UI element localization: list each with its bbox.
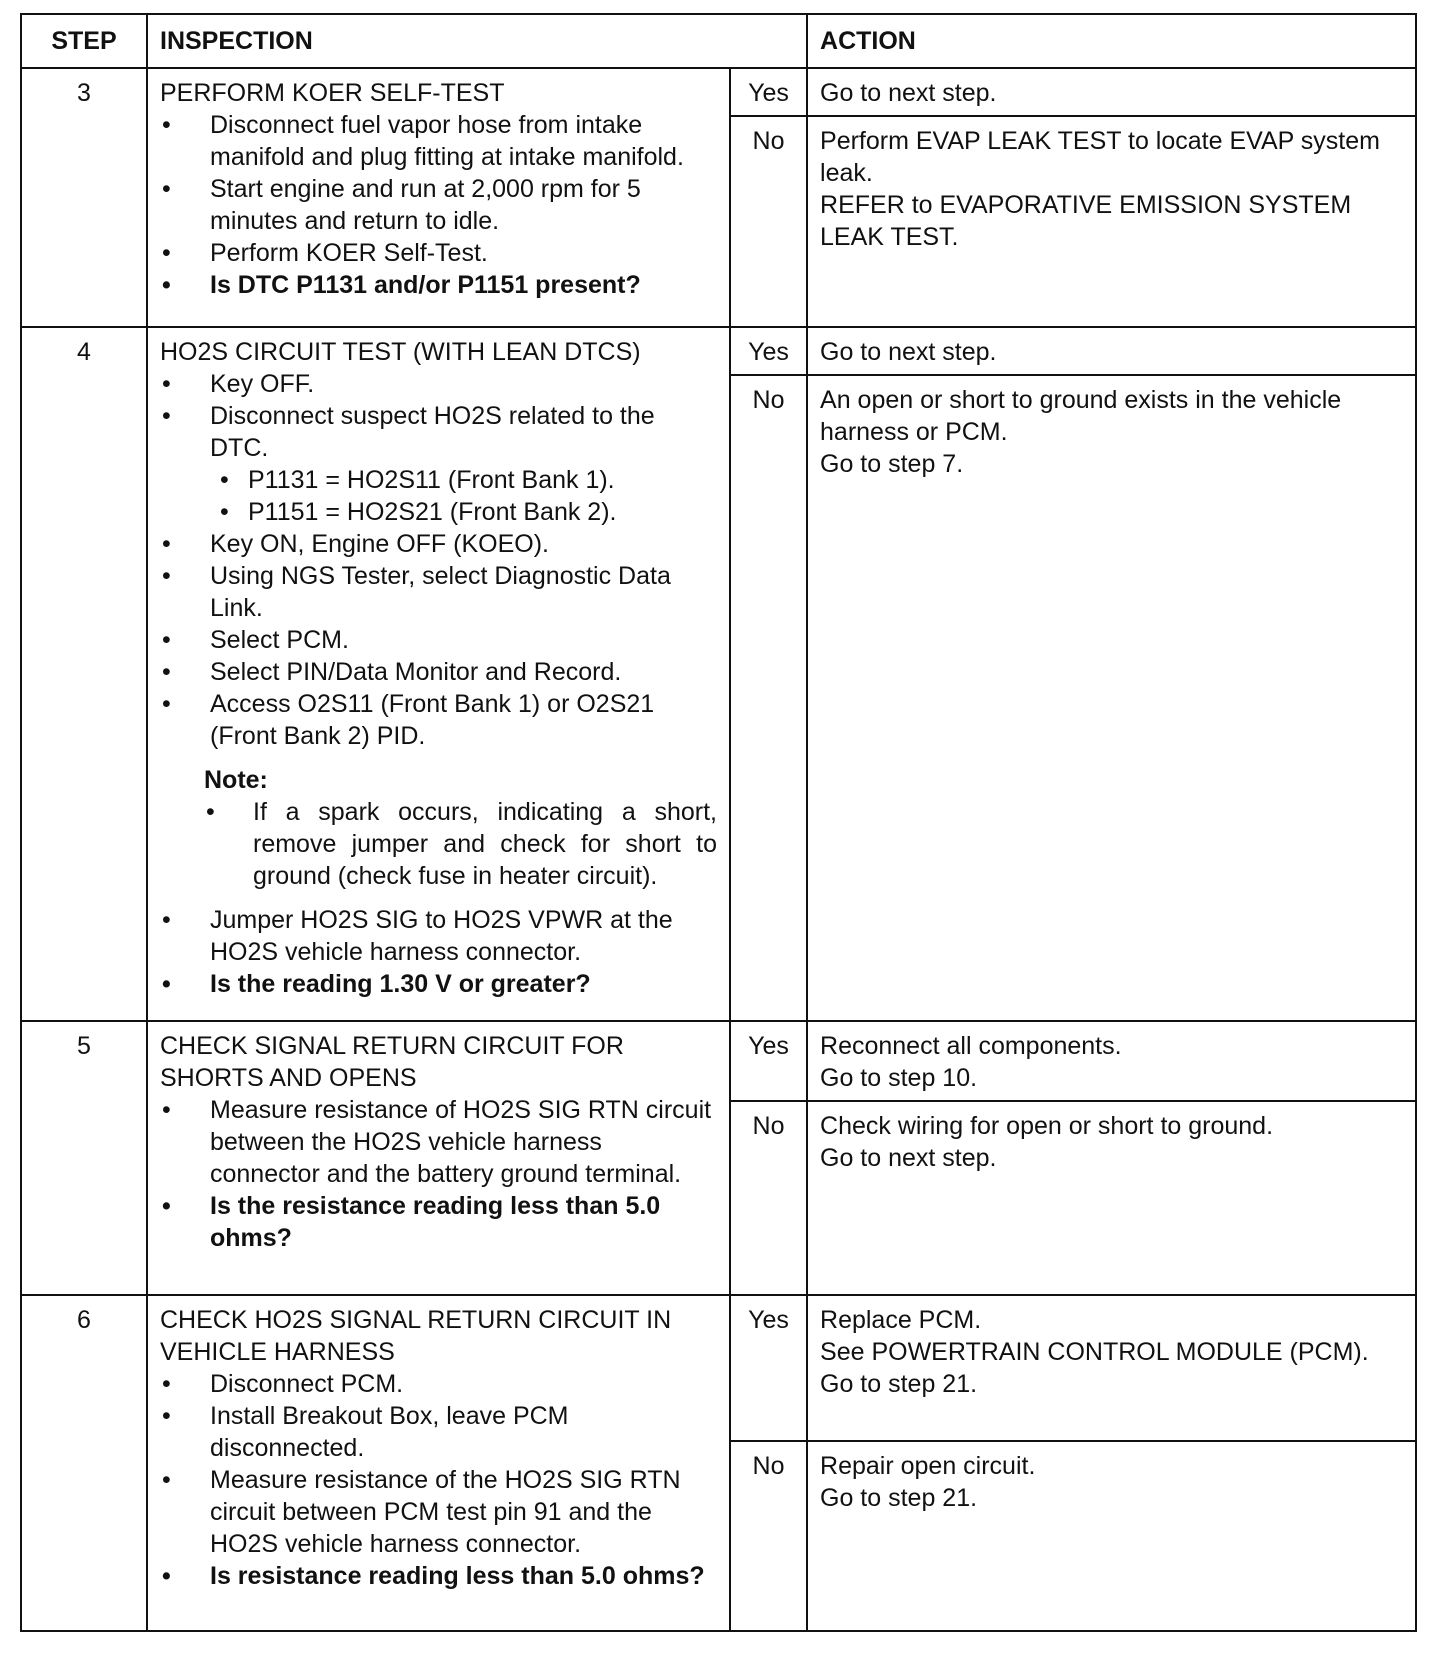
step-number: 6 [21,1295,147,1631]
header-row [21,14,1416,68]
step-number: 3 [21,68,147,327]
step-3-inspection [147,68,730,327]
yes-action [807,1021,1416,1101]
list-item: • Start engine and run at 2,000 rpm for 5 minutes and return to idle. [160,173,717,237]
action-line: Go to step 21. [820,1370,978,1398]
no-label: No [730,375,807,1021]
step-title: HO2S CIRCUIT TEST (WITH LEAN DTCS) [160,338,641,366]
list-item: • Access O2S11 (Front Bank 1) or O2S21 (Front Bank 2) PID. [160,688,717,752]
step-6-inspection [147,1295,730,1631]
question: • Is the reading 1.30 V or greater? [160,968,717,1000]
step-6-yes-row [21,1295,1416,1441]
note-text: • If a spark occurs, indicating a short, remove jumper and check for short to ground (check fuse in heater circuit). [204,796,717,892]
bullet-list [160,1094,717,1254]
no-action [807,1441,1416,1631]
list-item: • Using NGS Tester, select Diagnostic Data Link. [160,560,717,624]
list-item: • Select PIN/Data Monitor and Record. [160,656,717,688]
action-line: REFER to EVAPORATIVE EMISSION SYSTEM LEAK TEST. [820,191,1352,251]
action-line: Go to next step. [820,1144,997,1172]
bullet-list [160,109,717,301]
sub-bullet-list [210,464,717,528]
bullet-list [160,368,717,464]
bullet-list [160,1368,717,1592]
step-title: CHECK HO2S SIGNAL RETURN CIRCUIT IN VEHICLE HARNESS [160,1306,672,1366]
list-item: • Key OFF. [160,368,717,400]
action-line: See POWERTRAIN CONTROL MODULE (PCM). [820,1338,1369,1366]
header-step: STEP [21,14,147,68]
step-title: PERFORM KOER SELF-TEST [160,79,505,107]
list-item: • P1131 = HO2S11 (Front Bank 1). [210,464,717,496]
list-item: • Disconnect fuel vapor hose from intake manifold and plug fitting at intake manifold. [160,109,717,173]
question: • Is DTC P1131 and/or P1151 present? [160,269,717,301]
note-heading: Note: [204,766,268,794]
step-title: CHECK SIGNAL RETURN CIRCUIT FOR SHORTS AND OPENS [160,1032,624,1092]
yes-action [807,327,1416,375]
bullet-list [160,528,717,752]
question: • Is resistance reading less than 5.0 ohms? [160,1560,717,1592]
action-line: Go to step 7. [820,450,964,478]
question: • Is the resistance reading less than 5.0 ohms? [160,1190,717,1254]
note-block [204,764,717,892]
no-action [807,116,1416,327]
note-list [204,796,717,892]
step-number: 5 [21,1021,147,1295]
no-label: No [730,1441,807,1631]
list-item: • Disconnect PCM. [160,1368,717,1400]
action-line: Go to next step. [820,79,997,107]
step-3-yes-row [21,68,1416,116]
list-item: • Jumper HO2S SIG to HO2S VPWR at the HO2S vehicle harness connector. [160,904,717,968]
no-action [807,1101,1416,1295]
action-line: Perform EVAP LEAK TEST to locate EVAP system leak. [820,127,1380,187]
action-line: An open or short to ground exists in the vehicle harness or PCM. [820,386,1342,446]
yes-action [807,68,1416,116]
list-item: • Key ON, Engine OFF (KOEO). [160,528,717,560]
yes-label: Yes [730,327,807,375]
yes-label: Yes [730,1295,807,1441]
diagnostic-table [20,13,1417,1632]
step-4-yes-row [21,327,1416,375]
action-line: Go to step 21. [820,1484,978,1512]
header-inspection: INSPECTION [147,14,807,68]
list-item: • Measure resistance of HO2S SIG RTN circuit between the HO2S vehicle harness connector and the battery ground terminal. [160,1094,717,1190]
header-action: ACTION [807,14,1416,68]
action-line: Reconnect all components. [820,1032,1122,1060]
bullet-list [160,904,717,1000]
action-line: Go to step 10. [820,1064,978,1092]
list-item: • Disconnect suspect HO2S related to the DTC. [160,400,717,464]
list-item: • Select PCM. [160,624,717,656]
yes-action [807,1295,1416,1441]
no-label: No [730,116,807,327]
list-item: • Perform KOER Self-Test. [160,237,717,269]
no-label: No [730,1101,807,1295]
list-item: • P1151 = HO2S21 (Front Bank 2). [210,496,717,528]
step-number: 4 [21,327,147,1021]
list-item: • Install Breakout Box, leave PCM disconnected. [160,1400,717,1464]
yes-label: Yes [730,1021,807,1101]
list-item: • Measure resistance of the HO2S SIG RTN circuit between PCM test pin 91 and the HO2S vehicle harness connector. [160,1464,717,1560]
action-line: Go to next step. [820,338,997,366]
step-5-yes-row [21,1021,1416,1101]
step-5-inspection [147,1021,730,1295]
step-4-inspection [147,327,730,1021]
yes-label: Yes [730,68,807,116]
action-line: Repair open circuit. [820,1452,1036,1480]
no-action [807,375,1416,1021]
action-line: Replace PCM. [820,1306,982,1334]
action-line: Check wiring for open or short to ground. [820,1112,1274,1140]
